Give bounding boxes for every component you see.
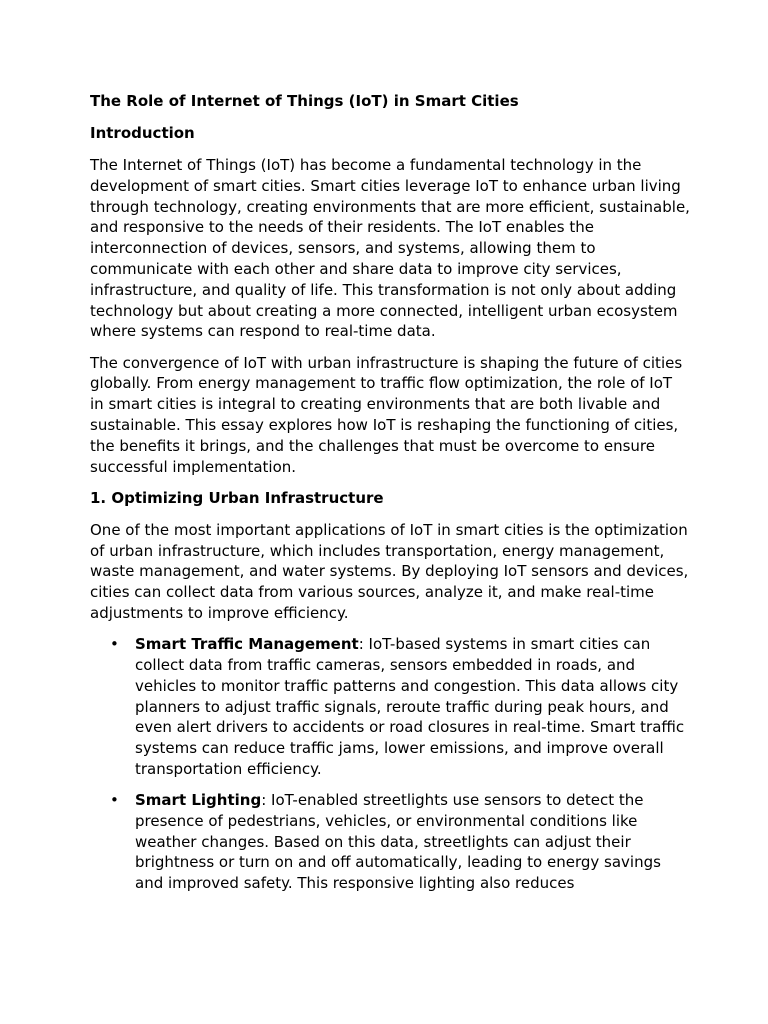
intro-paragraph: The Internet of Things (IoT) has become a fundamental technology in the development of smart cities. Smart cities leverage IoT to enhance urban living through technology, creating environments that are more efficient, sustainable, and responsive to the needs of their residents. The IoT enables the interconnection of devices, sensors, and systems, allowing them to communicate with each other and share data to improve city services, infrastructure, and quality of life. This transformation is not only about adding technology but about creating a more connected, intelligent urban ecosystem where systems can respond to real-time data. <box>90 156 690 341</box>
bullet-text: : IoT-based systems in smart cities can collect data from traffic cameras, sensors embedded in roads, and vehicles to monitor traffic patterns and congestion. This data allows city planners to adjust traffic signals, reroute traffic during peak hours, and even alert drivers to accidents or road closures in real-time. Smart traffic systems can reduce traffic jams, lower emissions, and improve overall transportation efficiency. <box>135 635 685 778</box>
document-title: The Role of Internet of Things (IoT) in Smart Cities <box>90 92 519 110</box>
intro-heading: Introduction <box>90 124 195 142</box>
bullet-item <box>90 634 690 780</box>
bullet-icon: • <box>110 791 119 810</box>
document-page <box>90 91 690 904</box>
intro-paragraph: The convergence of IoT with urban infrastructure is shaping the future of cities globally. From energy management to traffic flow optimization, the role of IoT in smart cities is integral to creating environments that are both livable and sustainable. This essay explores how IoT is reshaping the functioning of cities, the benefits it brings, and the challenges that must be overcome to ensure successful implementation. <box>90 353 683 476</box>
bullet-text: : IoT-enabled streetlights use sensors to detect the presence of pedestrians, vehicles, or environmental conditions like weather changes. Based on this data, streetlights can adjust their brightness or turn on and off automatically, leading to energy savings and improved safety. This responsive lighting also reduces <box>135 791 661 893</box>
bullet-term: Smart Traffic Management <box>135 635 359 654</box>
bullet-list <box>90 634 690 894</box>
bullet-icon: • <box>110 635 119 654</box>
bullet-term: Smart Lighting <box>135 791 262 810</box>
section-heading: 1. Optimizing Urban Infrastructure <box>90 488 384 507</box>
section-paragraph: One of the most important applications of IoT in smart cities is the optimization of urban infrastructure, which includes transportation, energy management, waste management, and water systems. By deploying IoT sensors and devices, cities can collect data from various sources, analyze it, and make real-time adjustments to improve efficiency. <box>90 520 689 622</box>
bullet-item <box>90 790 690 894</box>
